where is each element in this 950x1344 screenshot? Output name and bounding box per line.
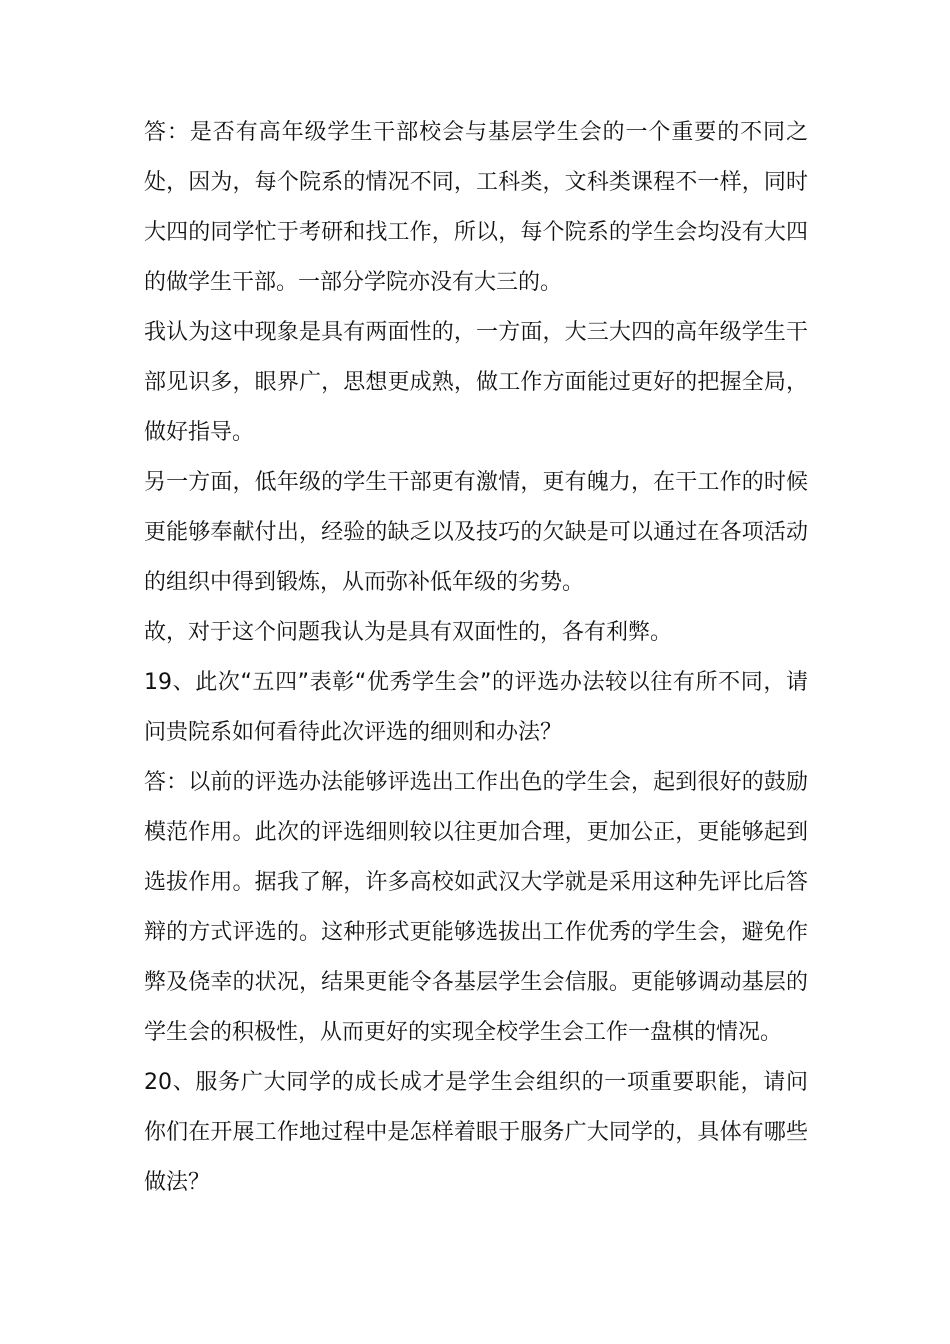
opinion-paragraph: 另一方面，低年级的学生干部更有激情，更有魄力，在干工作的时候更能够奉献付出，经验的缺乏以及技巧的欠缺是可以通过在各项活动的组织中得到锻炼，从而弥补低年级的劣势。 bbox=[144, 470, 808, 595]
opinion-paragraph: 我认为这中现象是具有两面性的，一方面，大三大四的高年级学生干部见识多，眼界广，思想更成熟，做工作方面能过更好的把握全局，做好指导。 bbox=[144, 320, 808, 445]
document-body bbox=[144, 108, 808, 1208]
question-paragraph: 20、服务广大同学的成长成才是学生会组织的一项重要职能，请问你们在开展工作地过程中是怎样着眼于服务广大同学的，具体有哪些做法？ bbox=[144, 1070, 808, 1195]
answer-paragraph: 答：是否有高年级学生干部校会与基层学生会的一个重要的不同之处，因为，每个院系的情况不同，工科类，文科类课程不一样，同时大四的同学忙于考研和找工作，所以，每个院系的学生会均没有大四的做学生干部。一部分学院亦没有大三的。 bbox=[144, 120, 808, 295]
answer-paragraph: 答：以前的评选办法能够评选出工作出色的学生会，起到很好的鼓励模范作用。此次的评选细则较以往更加合理，更加公正，更能够起到选拔作用。据我了解，许多高校如武汉大学就是采用这种先评比后答辩的方式评选的。这种形式更能够选拔出工作优秀的学生会，避免作弊及侥幸的状况，结果更能令各基层学生会信服。更能够调动基层的学生会的积极性，从而更好的实现全校学生会工作一盘棋的情况。 bbox=[144, 770, 808, 1045]
conclusion-paragraph: 故，对于这个问题我认为是具有双面性的，各有利弊。 bbox=[144, 620, 673, 645]
question-paragraph: 19、此次“五四”表彰“优秀学生会”的评选办法较以往有所不同，请问贵院系如何看待此次评选的细则和办法？ bbox=[144, 670, 808, 745]
